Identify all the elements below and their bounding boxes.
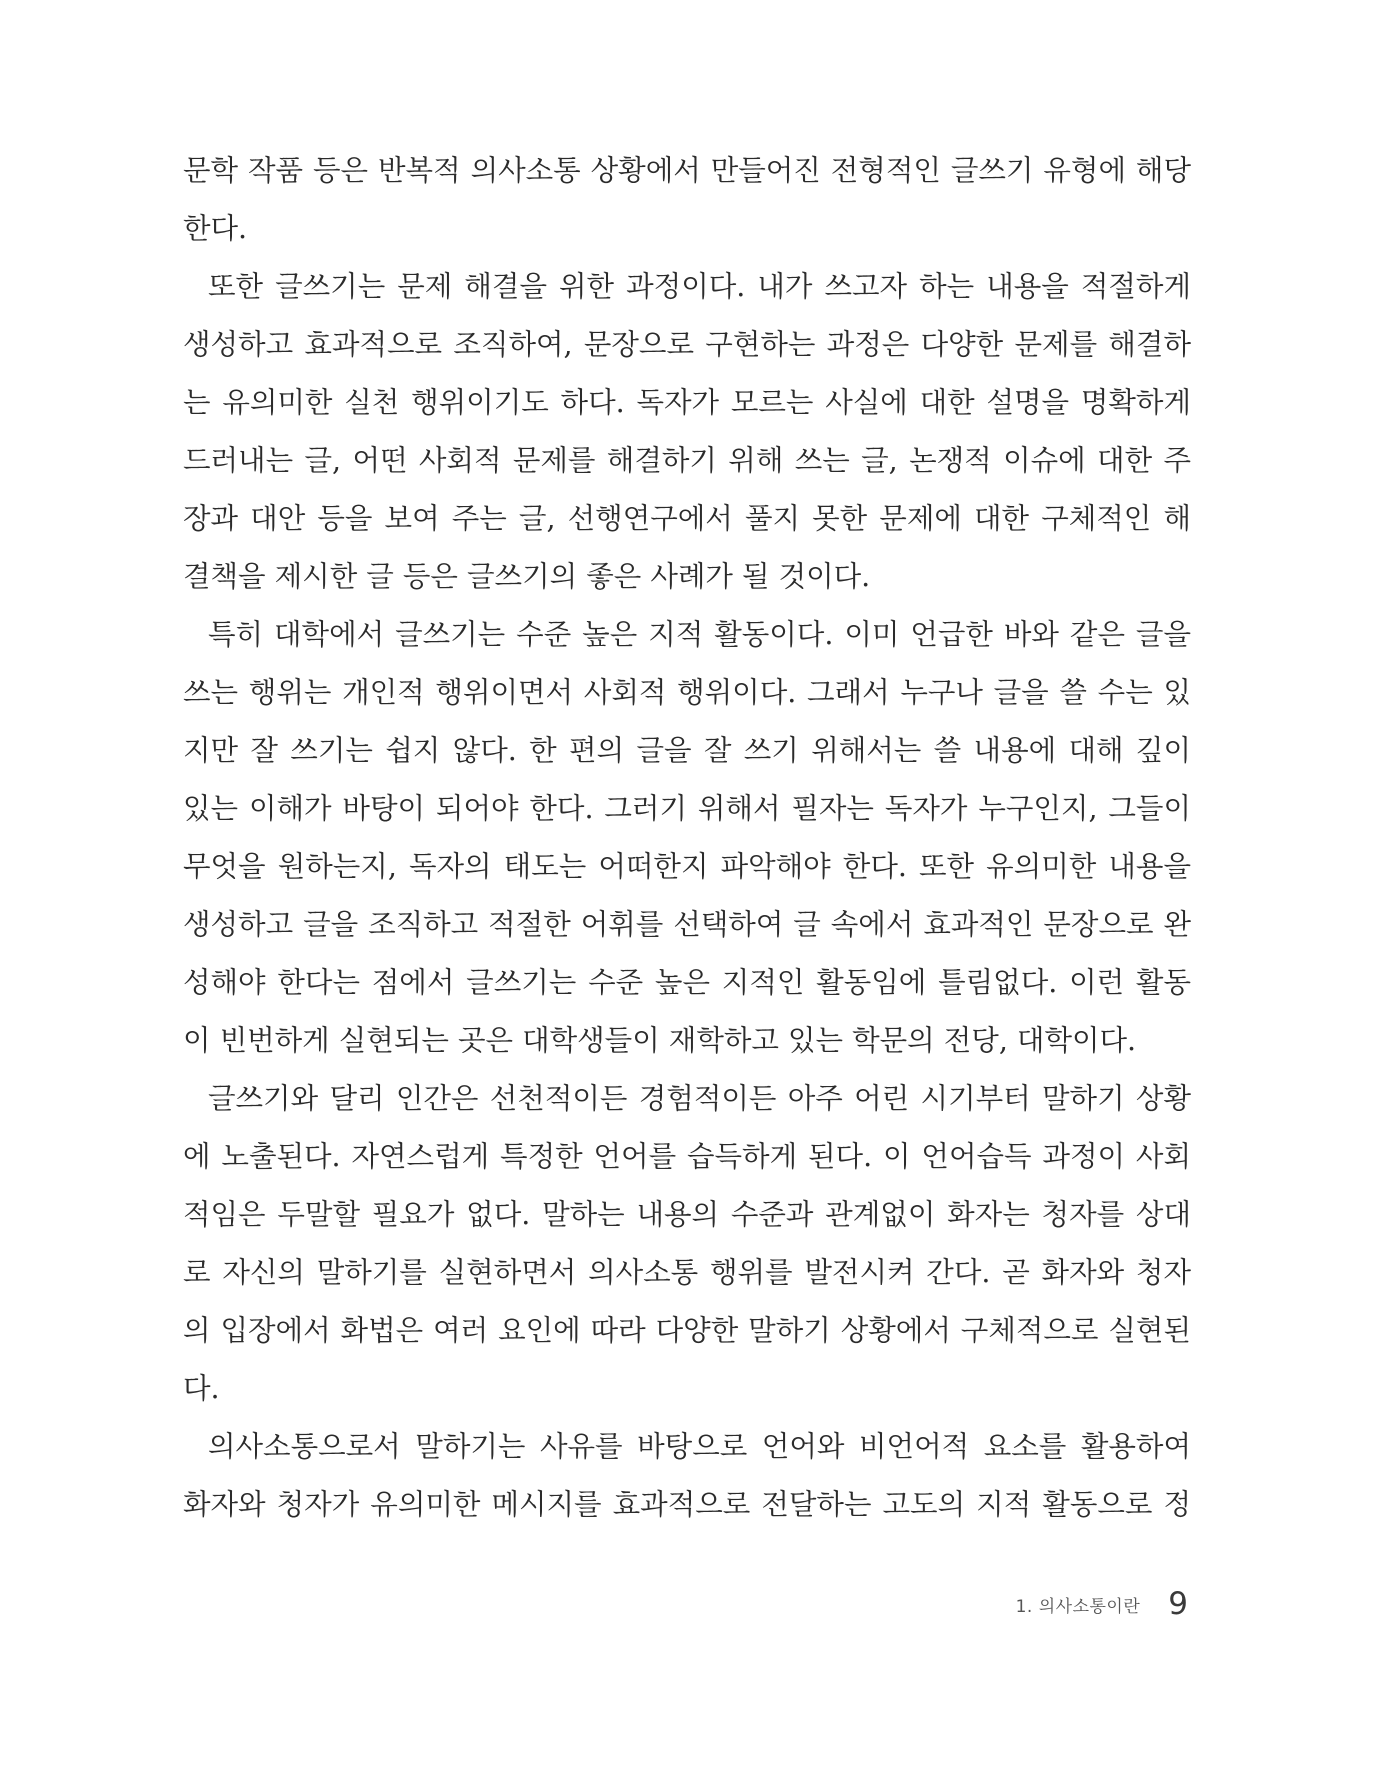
text-line: 글쓰기와 달리 인간은 선천적이든 경험적이든 아주 어린 시기부터 말하기 상황: [208, 1082, 1191, 1115]
text-line: 한다.: [183, 212, 248, 245]
text-line: 로 자신의 말하기를 실현하면서 의사소통 행위를 발전시켜 간다. 곧 화자와 청자: [183, 1256, 1191, 1289]
text-line: 화자와 청자가 유의미한 메시지를 효과적으로 전달하는 고도의 지적 활동으로 정: [183, 1488, 1191, 1521]
text-line: 의 입장에서 화법은 여러 요인에 따라 다양한 말하기 상황에서 구체적으로 실현된: [183, 1314, 1191, 1347]
page-number: 9: [1168, 1586, 1188, 1622]
text-line: 쓰는 행위는 개인적 행위이면서 사회적 행위이다. 그래서 누구나 글을 쓸 수는 있: [183, 676, 1191, 709]
text-line: 문학 작품 등은 반복적 의사소통 상황에서 만들어진 전형적인 글쓰기 유형에 해당: [183, 154, 1191, 187]
text-line: 있는 이해가 바탕이 되어야 한다. 그러기 위해서 필자는 독자가 누구인지, 그들이: [183, 792, 1191, 825]
text-line: 의사소통으로서 말하기는 사유를 바탕으로 언어와 비언어적 요소를 활용하여: [208, 1430, 1191, 1463]
text-line: 적임은 두말할 필요가 없다. 말하는 내용의 수준과 관계없이 화자는 청자를 상대: [183, 1198, 1191, 1231]
text-line: 장과 대안 등을 보여 주는 글, 선행연구에서 풀지 못한 문제에 대한 구체적인 해: [183, 502, 1191, 535]
body-text: [183, 142, 1191, 1534]
text-line: 생성하고 글을 조직하고 적절한 어휘를 선택하여 글 속에서 효과적인 문장으로 완: [183, 908, 1191, 941]
text-line: 이 빈번하게 실현되는 곳은 대학생들이 재학하고 있는 학문의 전당, 대학이다.: [183, 1024, 1137, 1057]
text-line: 특히 대학에서 글쓰기는 수준 높은 지적 활동이다. 이미 언급한 바와 같은 글을: [208, 618, 1191, 651]
running-footer-chapter: 1. 의사소통이란: [1015, 1596, 1141, 1617]
text-line: 성해야 한다는 점에서 글쓰기는 수준 높은 지적인 활동임에 틀림없다. 이런 활동: [183, 966, 1191, 999]
text-line: 드러내는 글, 어떤 사회적 문제를 해결하기 위해 쓰는 글, 논쟁적 이슈에 대한 주: [183, 444, 1191, 477]
text-line: 지만 잘 쓰기는 쉽지 않다. 한 편의 글을 잘 쓰기 위해서는 쓸 내용에 대해 깊이: [183, 734, 1191, 767]
text-line: 무엇을 원하는지, 독자의 태도는 어떠한지 파악해야 한다. 또한 유의미한 내용을: [183, 850, 1191, 883]
text-line: 에 노출된다. 자연스럽게 특정한 언어를 습득하게 된다. 이 언어습득 과정이 사회: [183, 1140, 1191, 1173]
text-line: 결책을 제시한 글 등은 글쓰기의 좋은 사례가 될 것이다.: [183, 560, 871, 593]
text-line: 생성하고 효과적으로 조직하여, 문장으로 구현하는 과정은 다양한 문제를 해결하: [183, 328, 1191, 361]
page-footer: [1016, 1586, 1188, 1622]
text-line: 또한 글쓰기는 문제 해결을 위한 과정이다. 내가 쓰고자 하는 내용을 적절하게: [208, 270, 1191, 303]
text-line: 는 유의미한 실천 행위이기도 하다. 독자가 모르는 사실에 대한 설명을 명확하게: [183, 386, 1191, 419]
text-line: 다.: [183, 1372, 220, 1405]
